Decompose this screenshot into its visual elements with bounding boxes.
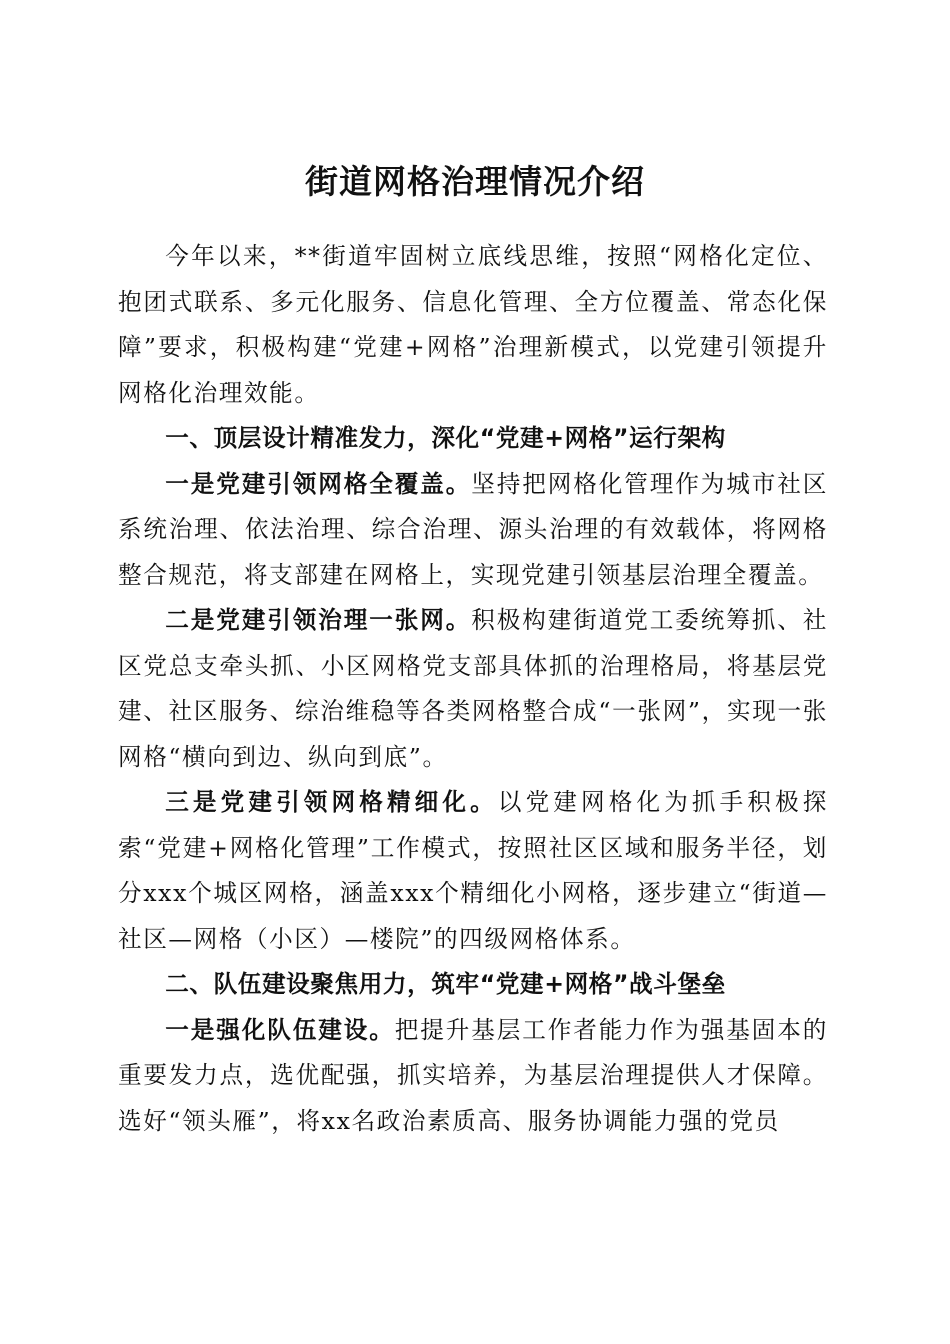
- intro-paragraph: [118, 234, 828, 416]
- paragraph-2-1: [118, 1008, 828, 1145]
- paragraph-1-1: [118, 462, 828, 599]
- page-title: 街道网格治理情况介绍: [305, 162, 645, 202]
- paragraph-text: 坚持把网格化管理作为城市社区系统治理、依法治理、综合治理、源头治理的有效载体，将网格整合规范，将支部建在网格上，实现党建引领基层治理全覆盖。: [118, 469, 828, 589]
- paragraph-1-2: [118, 598, 828, 780]
- paragraph-1-3: [118, 780, 828, 962]
- paragraph-lead: 三是党建引领网格精细化。: [165, 788, 498, 816]
- paragraph-lead: 二是党建引领治理一张网。: [165, 606, 472, 634]
- document-body: [118, 234, 828, 1144]
- paragraph-text: 今年以来，**街道牢固树立底线思维，按照“网格化定位、抱团式联系、多元化服务、信息化管理、全方位覆盖、常态化保障”要求，积极构建“党建+网格”治理新模式，以党建引领提升网格化治理效能。: [118, 242, 828, 407]
- section-heading-2: 二、队伍建设聚焦用力，筑牢“党建+网格”战斗堡垒: [165, 970, 726, 998]
- paragraph-text: 积极构建街道党工委统筹抓、社区党总支牵头抓、小区网格党支部具体抓的治理格局，将基层党建、社区服务、综治维稳等各类网格整合成“一张网”，实现一张网格“横向到边、纵向到底”。: [118, 606, 828, 771]
- paragraph-lead: 一是强化队伍建设。: [165, 1015, 395, 1044]
- paragraph-text: 把提升基层工作者能力作为强基固本的重要发力点，选优配强，抓实培养，为基层治理提供人才保障。选好“领头雁”，将xx名政治素质高、服务协调能力强的党员: [118, 1015, 828, 1135]
- paragraph-lead: 一是党建引领网格全覆盖。: [165, 469, 472, 498]
- section-heading-1: 一、顶层设计精准发力，深化“党建+网格”运行架构: [165, 424, 726, 452]
- paragraph-text: 以党建网格化为抓手积极探索“党建+网格化管理”工作模式，按照社区区域和服务半径，划分xxx个城区网格，涵盖xxx个精细化小网格，逐步建立“街道—社区—网格（小区）—楼院”的四级网格体系。: [118, 788, 828, 953]
